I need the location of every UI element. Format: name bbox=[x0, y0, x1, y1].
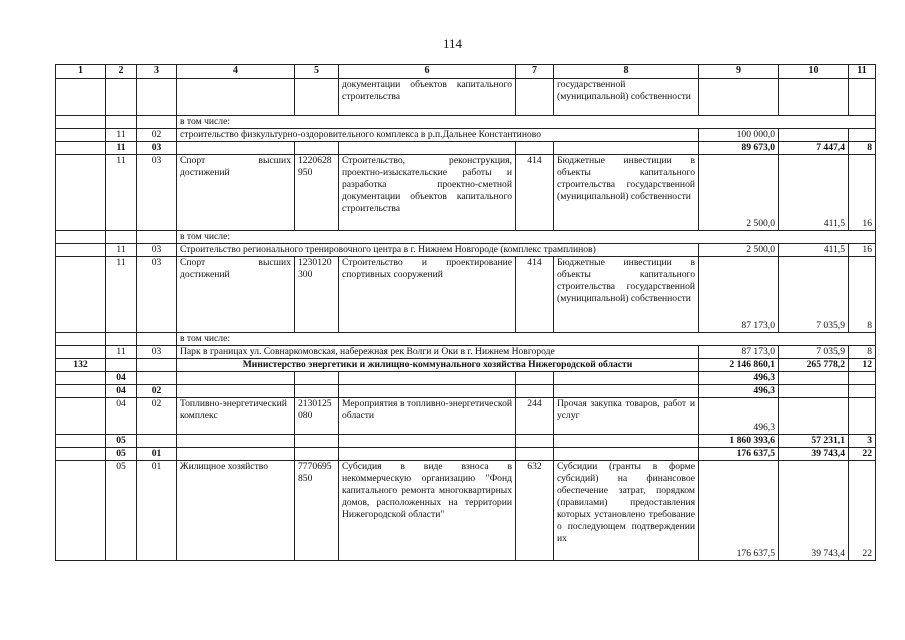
header-cell: 1 bbox=[56, 65, 106, 79]
cell-plan: 1 860 393,6 bbox=[699, 435, 779, 448]
cell bbox=[56, 448, 106, 461]
cell-expense-type: Бюджетные инвестиции в объекты капитального строительства государственной (муниципальной) собственности bbox=[554, 155, 699, 231]
cell-plan: 87 173,0 bbox=[699, 346, 779, 359]
cell-actual: 7 035,9 bbox=[779, 257, 849, 333]
table-row bbox=[56, 385, 876, 398]
cell bbox=[295, 435, 339, 448]
table-row bbox=[56, 129, 876, 142]
cell bbox=[106, 79, 137, 116]
cell-percent: 16 bbox=[849, 155, 876, 231]
cell-plan: 496,3 bbox=[699, 398, 779, 435]
cell-section: 11 bbox=[106, 346, 137, 359]
cell bbox=[56, 333, 106, 346]
cell bbox=[699, 79, 779, 116]
cell-subsection: 03 bbox=[137, 142, 177, 155]
cell bbox=[339, 435, 516, 448]
cell bbox=[137, 333, 177, 346]
cell-expense-type: Субсидии (гранты в форме субсидий) на финансовое обеспечение затрат, порядком (правилами) предоставления которых установлено требование о последующем подтверждении их bbox=[554, 461, 699, 561]
cell-actual: 265 778,2 bbox=[779, 359, 849, 372]
cell bbox=[339, 372, 516, 385]
cell bbox=[516, 448, 554, 461]
cell-percent: 16 bbox=[849, 244, 876, 257]
cell bbox=[106, 231, 137, 244]
cell-expense-type: Бюджетные инвестиции в объекты капитального строительства государственной (муниципальной) собственности bbox=[554, 257, 699, 333]
cell bbox=[56, 372, 106, 385]
cell-subsection: 03 bbox=[137, 257, 177, 333]
cell-actual: 57 231,1 bbox=[779, 435, 849, 448]
cell-section: 05 bbox=[106, 461, 137, 561]
cell bbox=[295, 385, 339, 398]
cell-percent: 8 bbox=[849, 142, 876, 155]
cell-section: 11 bbox=[106, 257, 137, 333]
header-cell: 9 bbox=[699, 65, 779, 79]
cell bbox=[554, 142, 699, 155]
table-row bbox=[56, 79, 876, 116]
cell-target-code: 2130125080 bbox=[295, 398, 339, 435]
table-row bbox=[56, 435, 876, 448]
cell bbox=[849, 372, 876, 385]
cell bbox=[295, 142, 339, 155]
cell-ministry-code: 132 bbox=[56, 359, 106, 372]
cell bbox=[56, 155, 106, 231]
cell bbox=[516, 142, 554, 155]
cell-percent: 3 bbox=[849, 435, 876, 448]
cell bbox=[137, 116, 177, 129]
cell-percent: 22 bbox=[849, 461, 876, 561]
cell bbox=[516, 385, 554, 398]
table-row bbox=[56, 448, 876, 461]
budget-table bbox=[55, 64, 876, 561]
cell-subsection: 03 bbox=[137, 346, 177, 359]
header-cell: 5 bbox=[295, 65, 339, 79]
cell-plan: 496,3 bbox=[699, 372, 779, 385]
header-cell: 11 bbox=[849, 65, 876, 79]
table-row bbox=[56, 372, 876, 385]
cell bbox=[56, 398, 106, 435]
cell bbox=[779, 129, 849, 142]
header-cell: 3 bbox=[137, 65, 177, 79]
cell-program: Топливно-энергетический комплекс bbox=[177, 398, 295, 435]
cell bbox=[295, 79, 339, 116]
cell bbox=[137, 435, 177, 448]
cell bbox=[177, 142, 295, 155]
cell bbox=[554, 372, 699, 385]
cell bbox=[56, 346, 106, 359]
page-number: 114 bbox=[442, 36, 463, 51]
cell-expense-type: государственной (муниципальной) собственности bbox=[554, 79, 699, 116]
cell-actual: 411,5 bbox=[779, 155, 849, 231]
cell bbox=[849, 129, 876, 142]
cell-object-name: Строительство регионального тренировочного центра в г. Нижнем Новгороде (комплекс трамплинов) bbox=[177, 244, 699, 257]
table-row bbox=[56, 142, 876, 155]
cell bbox=[849, 398, 876, 435]
cell-description: Строительство и проектирование спортивных сооружений bbox=[339, 257, 516, 333]
cell bbox=[56, 461, 106, 561]
cell-description: Мероприятия в топливно-энергетической области bbox=[339, 398, 516, 435]
cell bbox=[56, 435, 106, 448]
cell bbox=[177, 385, 295, 398]
header-cell: 4 bbox=[177, 65, 295, 79]
cell bbox=[516, 435, 554, 448]
cell bbox=[295, 448, 339, 461]
table-row bbox=[56, 359, 876, 372]
cell bbox=[779, 79, 849, 116]
cell bbox=[516, 372, 554, 385]
cell-section: 11 bbox=[106, 155, 137, 231]
cell-subsection: 03 bbox=[137, 244, 177, 257]
cell bbox=[554, 448, 699, 461]
cell bbox=[137, 359, 177, 372]
table-row bbox=[56, 461, 876, 561]
cell bbox=[106, 116, 137, 129]
cell bbox=[177, 448, 295, 461]
header-cell: 6 bbox=[339, 65, 516, 79]
header-cell: 2 bbox=[106, 65, 137, 79]
cell-expense-code: 244 bbox=[516, 398, 554, 435]
cell-plan: 2 500,0 bbox=[699, 244, 779, 257]
cell-target-code: 1220628950 bbox=[295, 155, 339, 231]
cell-plan: 496,3 bbox=[699, 385, 779, 398]
cell-actual: 39 743,4 bbox=[779, 461, 849, 561]
cell bbox=[516, 79, 554, 116]
cell-description: документации объектов капитального строительства bbox=[339, 79, 516, 116]
cell-expense-code: 632 bbox=[516, 461, 554, 561]
table-row bbox=[56, 244, 876, 257]
cell-subsection: 01 bbox=[137, 448, 177, 461]
cell bbox=[137, 79, 177, 116]
cell-percent: 8 bbox=[849, 346, 876, 359]
cell bbox=[56, 142, 106, 155]
cell-actual: 39 743,4 bbox=[779, 448, 849, 461]
cell-program: Спорт высших достижений bbox=[177, 257, 295, 333]
cell bbox=[849, 385, 876, 398]
cell bbox=[779, 385, 849, 398]
cell-program: Жилищное хозяйство bbox=[177, 461, 295, 561]
table-row bbox=[56, 116, 876, 129]
cell bbox=[137, 372, 177, 385]
table-row bbox=[56, 231, 876, 244]
cell-including: в том числе: bbox=[177, 333, 876, 346]
cell bbox=[295, 372, 339, 385]
cell bbox=[177, 435, 295, 448]
cell-plan: 2 500,0 bbox=[699, 155, 779, 231]
cell-description: Строительство, реконструкция, проектно-изыскательские работы и разработка проектно-сметной документации объектов капитального строительства bbox=[339, 155, 516, 231]
cell-object-name: строительство физкультурно-оздоровительного комплекса в р.п.Дальнее Константиново bbox=[177, 129, 699, 142]
cell-target-code: 7770695850 bbox=[295, 461, 339, 561]
cell bbox=[554, 385, 699, 398]
cell bbox=[339, 448, 516, 461]
cell bbox=[56, 116, 106, 129]
cell-percent: 12 bbox=[849, 359, 876, 372]
cell bbox=[849, 79, 876, 116]
cell bbox=[339, 142, 516, 155]
cell-plan: 176 637,5 bbox=[699, 461, 779, 561]
cell-plan: 176 637,5 bbox=[699, 448, 779, 461]
header-row bbox=[56, 65, 876, 79]
cell bbox=[339, 385, 516, 398]
cell-expense-code: 414 bbox=[516, 155, 554, 231]
cell bbox=[56, 385, 106, 398]
cell bbox=[106, 333, 137, 346]
cell-object-name: Парк в границах ул. Совнаркомовская, набережная рек Волги и Оки в г. Нижнем Новгороде bbox=[177, 346, 699, 359]
table-row bbox=[56, 155, 876, 231]
cell-description: Субсидия в виде взноса в некоммерческую организацию "Фонд капитального ремонта многоквартирных домов, расположенных на территории Нижегородской области" bbox=[339, 461, 516, 561]
cell-actual: 411,5 bbox=[779, 244, 849, 257]
table-row bbox=[56, 346, 876, 359]
cell-section: 04 bbox=[106, 385, 137, 398]
cell bbox=[779, 398, 849, 435]
cell-subsection: 01 bbox=[137, 461, 177, 561]
cell bbox=[554, 435, 699, 448]
cell-section: 11 bbox=[106, 244, 137, 257]
header-cell: 10 bbox=[779, 65, 849, 79]
cell-program: Спорт высших достижений bbox=[177, 155, 295, 231]
cell-section: 11 bbox=[106, 129, 137, 142]
table-row bbox=[56, 333, 876, 346]
cell-plan: 89 673,0 bbox=[699, 142, 779, 155]
cell-subsection: 03 bbox=[137, 155, 177, 231]
cell-including: в том числе: bbox=[177, 116, 876, 129]
cell bbox=[56, 257, 106, 333]
cell bbox=[56, 244, 106, 257]
cell bbox=[56, 231, 106, 244]
cell-subsection: 02 bbox=[137, 398, 177, 435]
cell bbox=[177, 372, 295, 385]
cell bbox=[56, 129, 106, 142]
cell-section: 04 bbox=[106, 398, 137, 435]
cell-section: 04 bbox=[106, 372, 137, 385]
cell-expense-type: Прочая закупка товаров, работ и услуг bbox=[554, 398, 699, 435]
cell bbox=[106, 359, 137, 372]
header-cell: 7 bbox=[516, 65, 554, 79]
cell bbox=[137, 231, 177, 244]
cell-plan: 87 173,0 bbox=[699, 257, 779, 333]
cell-target-code: 1230120300 bbox=[295, 257, 339, 333]
cell-section: 05 bbox=[106, 435, 137, 448]
cell bbox=[177, 79, 295, 116]
cell-section: 05 bbox=[106, 448, 137, 461]
cell-actual: 7 035,9 bbox=[779, 346, 849, 359]
cell-subsection: 02 bbox=[137, 129, 177, 142]
cell-subsection: 02 bbox=[137, 385, 177, 398]
cell-plan: 100 000,0 bbox=[699, 129, 779, 142]
cell bbox=[56, 79, 106, 116]
cell-plan: 2 146 860,1 bbox=[699, 359, 779, 372]
cell-section: 11 bbox=[106, 142, 137, 155]
header-cell: 8 bbox=[554, 65, 699, 79]
cell-including: в том числе: bbox=[177, 231, 876, 244]
cell-ministry-name: Министерство энергетики и жилищно-коммунального хозяйства Нижегородской области bbox=[177, 359, 699, 372]
cell-percent: 8 bbox=[849, 257, 876, 333]
cell bbox=[779, 372, 849, 385]
table-row bbox=[56, 398, 876, 435]
cell-expense-code: 414 bbox=[516, 257, 554, 333]
cell-percent: 22 bbox=[849, 448, 876, 461]
cell-actual: 7 447,4 bbox=[779, 142, 849, 155]
table-row bbox=[56, 257, 876, 333]
